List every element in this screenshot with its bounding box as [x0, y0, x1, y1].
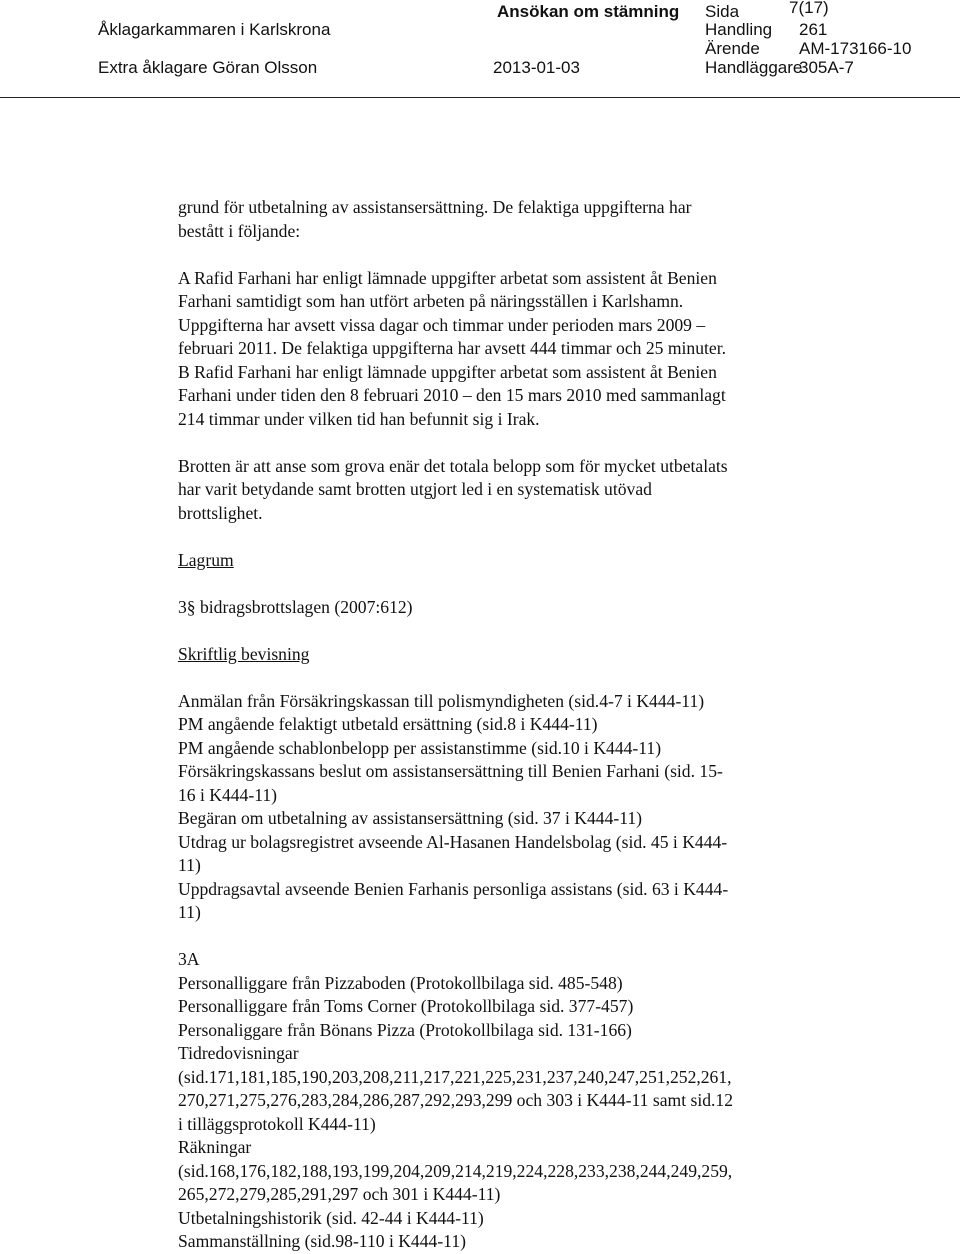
evidence-line: Anmälan från Försäkringskassan till polismyndigheten (sid.4-7 i K444-11) [178, 690, 705, 711]
header-handlaggare-label: Handläggare [705, 58, 803, 77]
evidence-line: Utdrag ur bolagsregistret avseende Al-Hasanen Handelsbolag (sid. 45 i K444- [178, 831, 728, 852]
header-arende-label: Ärende [705, 39, 760, 58]
body-line: Uppgifterna har avsett vissa dagar och timmar under perioden mars 2009 – [178, 314, 706, 335]
evidence-line: Försäkringskassans beslut om assistansersättning till Benien Farhani (sid. 15- [178, 761, 723, 781]
body-line: bestått i följande: [178, 220, 301, 241]
bevisning-heading: Skriftlig bevisning [178, 643, 310, 664]
evidence-line: 11) [178, 855, 201, 875]
header-page-value: 7(17) [789, 0, 829, 17]
body-line: februari 2011. De felaktiga uppgifterna har avsett 444 timmar och 25 minuter. [178, 338, 727, 358]
evidence-line: PM angående felaktigt utbetald ersättning (sid.8 i K444-11) [178, 714, 598, 734]
body-line: Farhani under tiden den 8 februari 2010 – den 15 mars 2010 med sammanlagt [178, 385, 726, 405]
evidence-line: 16 i K444-11) [178, 784, 278, 805]
evidence-line: Tidredovisningar [178, 1043, 299, 1063]
header-divider [0, 97, 960, 98]
header-date: 2013-01-03 [493, 58, 580, 77]
body-line: 214 timmar under vilken tid han befunnit sig i Irak. [178, 408, 540, 429]
header-handling-value: 261 [799, 20, 828, 39]
document-body [178, 196, 828, 1254]
header-handling-label: Handling [705, 20, 773, 39]
body-line: grund för utbetalning av assistansersättning. De felaktiga uppgifterna har [178, 197, 692, 217]
evidence-line: PM angående schablonbelopp per assistanstimme (sid.10 i K444-11) [178, 737, 662, 758]
evidence-line: Utbetalningshistorik (sid. 42-44 i K444-11) [178, 1207, 484, 1228]
lagrum-heading: Lagrum [178, 549, 234, 570]
header-doc-type: Ansökan om stämning [497, 2, 680, 21]
body-line: har varit betydande samt brotten utgjort led i en systematisk utövad [178, 479, 652, 499]
evidence-line: (sid.171,181,185,190,203,208,211,217,221,225,231,237,240,247,251,252,261, [178, 1066, 732, 1087]
evidence-line: 265,272,279,285,291,297 och 301 i K444-11) [178, 1184, 501, 1204]
evidence-line: 11) [178, 902, 201, 922]
evidence-line: Personaliggare från Bönans Pizza (Protokollbilaga sid. 131-166) [178, 1019, 632, 1040]
header-org: Åklagarkammaren i Karlskrona [98, 20, 331, 39]
lagrum-text: 3§ bidragsbrottslagen (2007:612) [178, 596, 413, 617]
evidence-line: Räkningar [178, 1137, 252, 1157]
header-prosecutor: Extra åklagare Göran Olsson [98, 58, 318, 77]
body-line: Brotten är att anse som grova enär det totala belopp som för mycket utbetalats [178, 455, 728, 476]
evidence-line: Uppdragsavtal avseende Benien Farhanis personliga assistans (sid. 63 i K444- [178, 878, 729, 899]
section-3a-label: 3A [178, 949, 200, 969]
header-page-label: Sida [705, 2, 740, 21]
evidence-line: Personalliggare från Pizzaboden (Protokollbilaga sid. 485-548) [178, 972, 623, 993]
body-line: Farhani samtidigt som han utfört arbeten på näringsställen i Karlshamn. [178, 291, 684, 311]
body-line: A Rafid Farhani har enligt lämnade uppgifter arbetat som assistent åt Benien [178, 267, 717, 288]
evidence-line: i tilläggsprotokoll K444-11) [178, 1113, 376, 1134]
evidence-line: Personalliggare från Toms Corner (Protokollbilaga sid. 377-457) [178, 996, 634, 1016]
body-line: B Rafid Farhani har enligt lämnade uppgifter arbetat som assistent åt Benien [178, 361, 717, 382]
evidence-line: Sammanställning (sid.98-110 i K444-11) [178, 1231, 466, 1251]
evidence-line: (sid.168,176,182,188,193,199,204,209,214,219,224,228,233,238,244,249,259, [178, 1160, 733, 1181]
body-line: brottslighet. [178, 502, 263, 523]
evidence-line: 270,271,275,276,283,284,286,287,292,293,299 och 303 i K444-11 samt sid.12 [178, 1090, 734, 1110]
header-handlaggare-value: 305A-7 [799, 58, 854, 77]
evidence-line: Begäran om utbetalning av assistansersättning (sid. 37 i K444-11) [178, 808, 643, 828]
header-arende-value: AM-173166-10 [799, 39, 912, 58]
